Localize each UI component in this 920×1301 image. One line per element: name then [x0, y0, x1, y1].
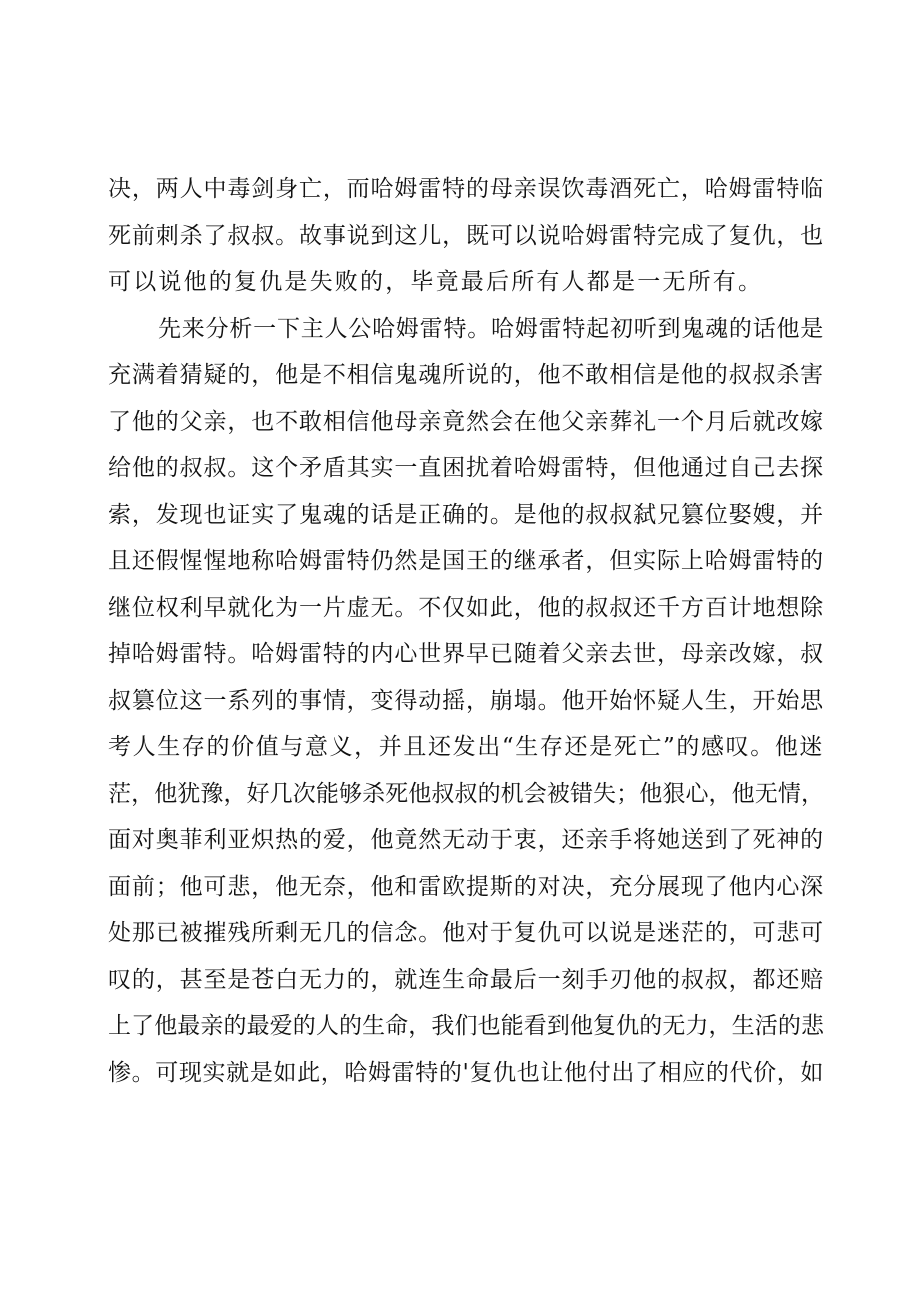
- text-line: 了他的父亲，也不敢相信他母亲竟然会在他父亲葬礼一个月后就改嫁: [108, 408, 824, 435]
- text-line: 且还假惺惺地称哈姆雷特仍然是国王的继承者，但实际上哈姆雷特的: [108, 548, 824, 574]
- text-line: 上了他最亲的最爱的人的生命，我们也能看到他复仇的无力，生活的悲: [108, 1013, 824, 1039]
- text-line: 可以说他的复仇是失败的，毕竟最后所有人都是一无所有。: [108, 269, 764, 295]
- text-line: 惨。可现实就是如此，哈姆雷特的'复仇也让他付出了相应的代价，如: [108, 1059, 824, 1086]
- text-line: 给他的叔叔。这个矛盾其实一直困扰着哈姆雷特，但他通过自己去探: [108, 455, 824, 481]
- text-line: 茫，他犹豫，好几次能够杀死他叔叔的机会被错失；他狠心，他无情，: [108, 780, 824, 807]
- text-line: 充满着猜疑的，他是不相信鬼魂所说的，他不敢相信是他的叔叔杀害: [108, 362, 824, 388]
- text-line: 处那已被摧残所剩无几的信念。他对于复仇可以说是迷茫的，可悲可: [108, 920, 824, 946]
- body-text: [108, 166, 824, 1096]
- text-line: 叔篡位这一系列的事情，变得动摇，崩塌。他开始怀疑人生，开始思: [108, 687, 824, 714]
- text-line: 考人生存的价值与意义，并且还发出“生存还是死亡”的感叹。他迷: [108, 734, 824, 760]
- text-line: 面前；他可悲，他无奈，他和雷欧提斯的对决，充分展现了他内心深: [108, 873, 824, 900]
- text-line: 叹的，甚至是苍白无力的，就连生命最后一刻手刃他的叔叔，都还赔: [108, 966, 824, 993]
- text-line: 面对奥菲利亚炽热的爱，他竟然无动于衷，还亲手将她送到了死神的: [108, 827, 824, 853]
- text-line: 决，两人中毒剑身亡，而哈姆雷特的母亲误饮毒酒死亡，哈姆雷特临: [108, 176, 824, 202]
- text-line: 索，发现也证实了鬼魂的话是正确的。是他的叔叔弑兄篡位娶嫂，并: [108, 501, 824, 528]
- text-line: 先来分析一下主人公哈姆雷特。哈姆雷特起初听到鬼魂的话他是: [158, 315, 824, 342]
- text-line: 掉哈姆雷特。哈姆雷特的内心世界早已随着父亲去世，母亲改嫁，叔: [108, 641, 824, 667]
- text-line: 死前刺杀了叔叔。故事说到这儿，既可以说哈姆雷特完成了复仇，也: [108, 222, 824, 249]
- text-line: 继位权利早就化为一片虚无。不仅如此，他的叔叔还千方百计地想除: [108, 594, 824, 621]
